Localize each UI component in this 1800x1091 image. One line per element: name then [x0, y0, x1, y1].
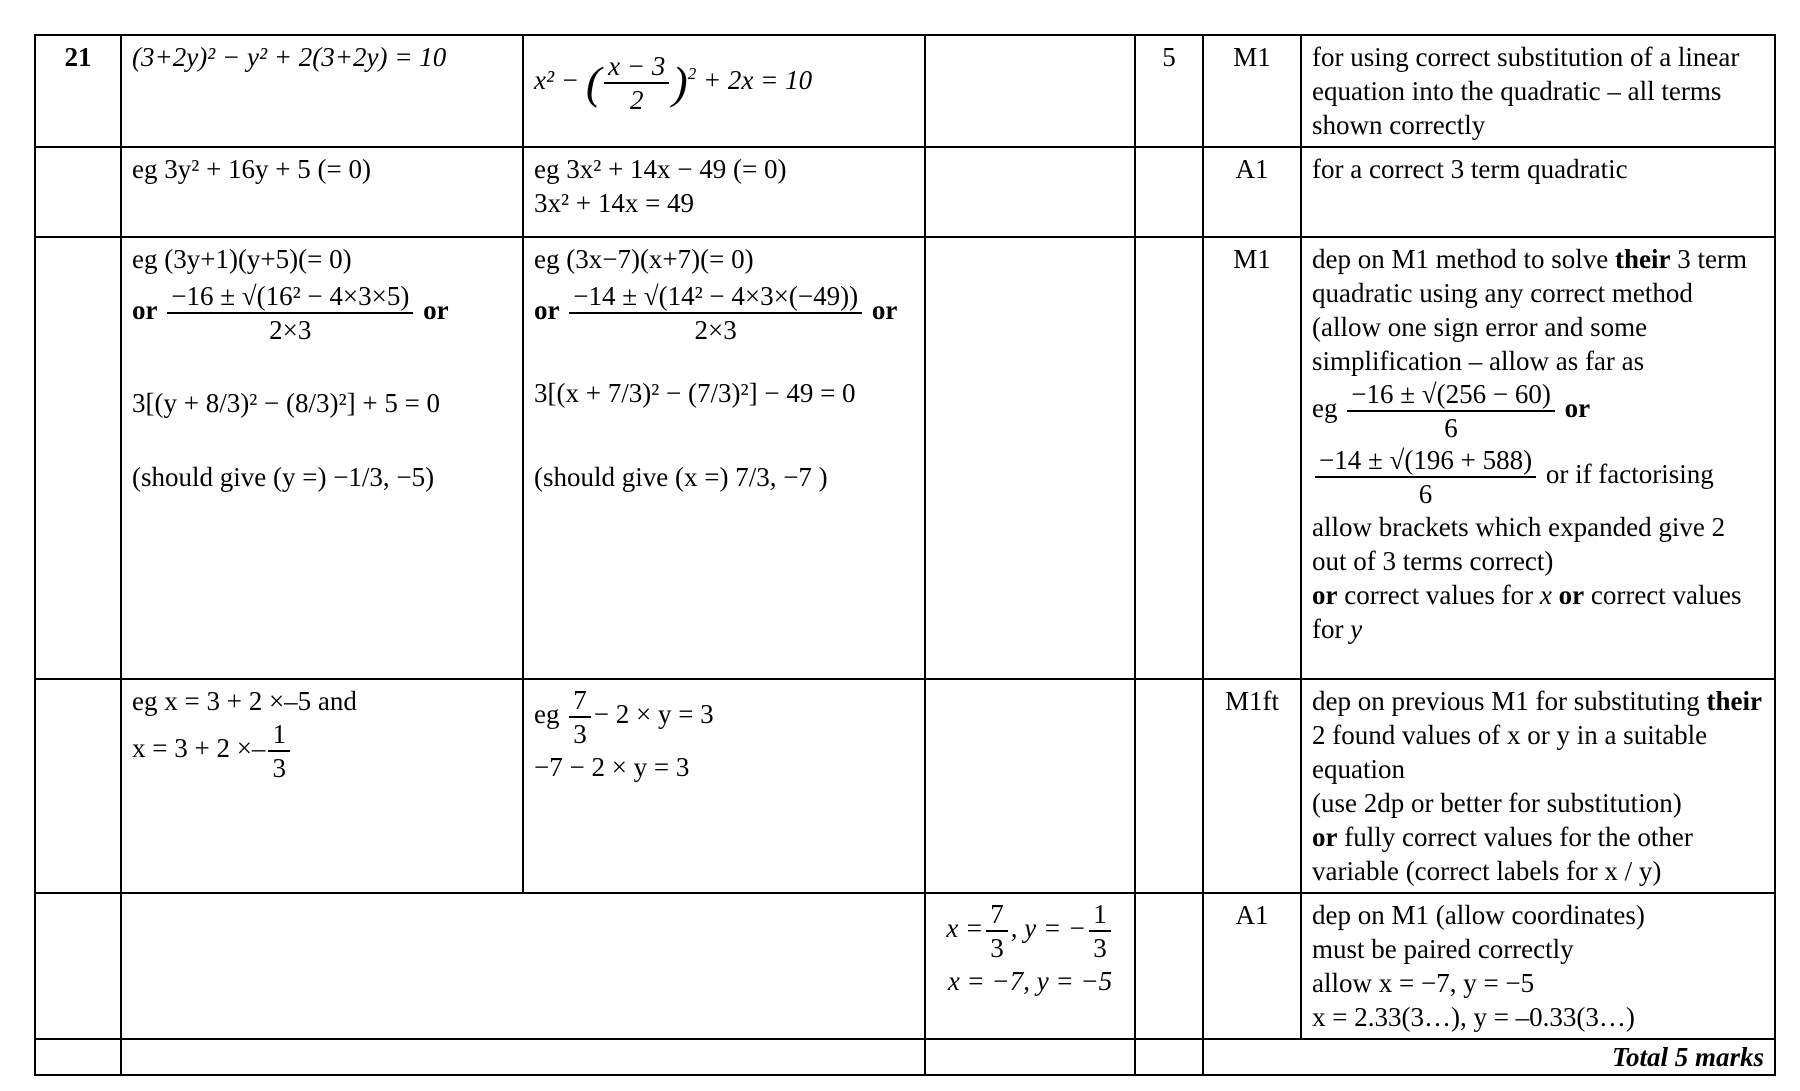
question-number: 21	[35, 35, 121, 147]
method-cell-5	[121, 893, 925, 1039]
method-b-quadratic: eg 3x² + 14x − 49 (= 0) 3x² + 14x = 49	[523, 147, 925, 237]
row-final-answer	[35, 893, 1775, 1039]
question-cell-2	[35, 147, 121, 237]
mark-scheme-table	[34, 34, 1776, 1076]
marks-cell: 5	[1135, 35, 1203, 147]
method-b-fraction: $\frac{x - 3}{2}$	[604, 50, 669, 116]
method-b-solve: eg (3x−7)(x+7)(= 0) or $\frac{\text{−14 ± √(14² − 4×3×(−49))}}{2\times 3}$ or 3[(x + 7/3)² − (7/3)²] − 49 = 0 (should give (x =) 7/3, −7 )	[523, 237, 925, 679]
note-solve: dep on M1 method to solve their 3 term quadratic using any correct method (allow one sign error and some simplification – allow as far as eg $\frac{-16 \pm √(256 - 60)}{6}$ or $\frac{-14 \pm √(196 + 588)}{6}$ or if factorising allow brackets which expanded give 2 out of 3 terms correct) or correct values for x or correct values for y	[1301, 237, 1775, 679]
method-a-complete-square: 3[(y + 8/3)² − (8/3)²] + 5 = 0	[132, 388, 441, 418]
method-b-complete-square: 3[(x + 7/3)² − (7/3)²] − 49 = 0	[534, 378, 856, 408]
row-total	[35, 1039, 1775, 1075]
answer-cell-6	[925, 1039, 1135, 1075]
method-a-quadratic: eg 3y² + 16y + 5 (= 0)	[121, 147, 523, 237]
mark-code-m1: M1	[1203, 35, 1301, 147]
row-substitute-values	[35, 679, 1775, 893]
marks-cell-5	[1135, 893, 1203, 1039]
note-substitution: for using correct substitution of a linear equation into the quadratic – all terms shown correctly	[1301, 35, 1775, 147]
mark-code-m1-solve: M1	[1203, 237, 1301, 679]
row-substitution	[35, 35, 1775, 147]
note-substitute: dep on previous M1 for substituting their 2 found values of x or y in a suitable equation (use 2dp or better for substitution) or fully correct values for the other variable (correct labels for x / y)	[1301, 679, 1775, 893]
note-final: dep on M1 (allow coordinates) must be paired correctly allow x = −7, y = −5 x = 2.33(3…), y = –0.33(3…)	[1301, 893, 1775, 1039]
method-a-text: (3+2y)² − y² + 2(3+2y) = 10	[132, 42, 447, 72]
answer-cell-2	[925, 147, 1135, 237]
question-cell-3	[35, 237, 121, 679]
method-a-should-give: (should give (y =) −1/3, −5)	[132, 462, 435, 492]
question-cell-4	[35, 679, 121, 893]
method-a-quadratic-formula: $\frac{\text{−16 ± √(16² − 4×3×5)}}{2\times 3}$	[167, 280, 413, 346]
question-cell-6	[35, 1039, 121, 1075]
answer-cell-1	[925, 35, 1135, 147]
answer-x-fraction: $\frac{7}{3}$	[986, 898, 1008, 964]
answer-cell-3	[925, 237, 1135, 679]
method-b-sub-fraction: $\frac{7}{3}$	[569, 684, 591, 750]
method-b-rhs: + 2x = 10	[702, 65, 813, 96]
note-quadratic: for a correct 3 term quadratic	[1301, 147, 1775, 237]
method-b-quadratic-formula: $\frac{\text{−14 ± √(14² − 4×3×(−49))}}{2\times 3}$	[569, 280, 862, 346]
answer-cell-4	[925, 679, 1135, 893]
method-b-lhs: x² −	[534, 65, 580, 96]
mark-code-m1ft: M1ft	[1203, 679, 1301, 893]
note-fraction-1: $\frac{-16 \pm √(256 - 60)}{6}$	[1347, 378, 1555, 444]
row-solve	[35, 237, 1775, 679]
mark-code-a1: A1	[1203, 147, 1301, 237]
marks-cell-3	[1135, 237, 1203, 679]
row-quadratic	[35, 147, 1775, 237]
method-a-substitute: eg x = 3 + 2 ×–5 and x = 3 + 2 ×– $\frac{1}{3}$	[121, 679, 523, 893]
note-fraction-2: $\frac{-14 \pm √(196 + 588)}{6}$	[1315, 444, 1536, 510]
final-answer: x = $\frac{7}{3}$ , y = − $\frac{1}{3}$ x = −7, y = −5	[925, 893, 1135, 1039]
method-a-solve: eg (3y+1)(y+5)(= 0) or $\frac{\text{−16 ± √(16² − 4×3×5)}}{2\times 3}$ or 3[(y + 8/3)² − (8/3)²] + 5 = 0 (should give (y =) −1/3, −5)	[121, 237, 523, 679]
answer-y-fraction: $\frac{1}{3}$	[1089, 898, 1111, 964]
marks-cell-2	[1135, 147, 1203, 237]
marks-cell-6	[1135, 1039, 1203, 1075]
method-a-sub-fraction: $\frac{1}{3}$	[268, 718, 290, 784]
method-cell-6	[121, 1039, 925, 1075]
method-b-substitute: eg $\frac{7}{3}$ − 2 × y = 3 −7 − 2 × y = 3	[523, 679, 925, 893]
question-cell-5	[35, 893, 121, 1039]
method-b-should-give: (should give (x =) 7/3, −7 )	[534, 462, 828, 492]
method-b-substitution: x² − ( $\frac{x - 3}{2}$ )$^2$ + 2x = 10	[523, 35, 925, 147]
total-marks: Total 5 marks	[1203, 1039, 1775, 1075]
marks-cell-4	[1135, 679, 1203, 893]
method-a-substitution	[121, 35, 523, 147]
mark-code-a1-final: A1	[1203, 893, 1301, 1039]
